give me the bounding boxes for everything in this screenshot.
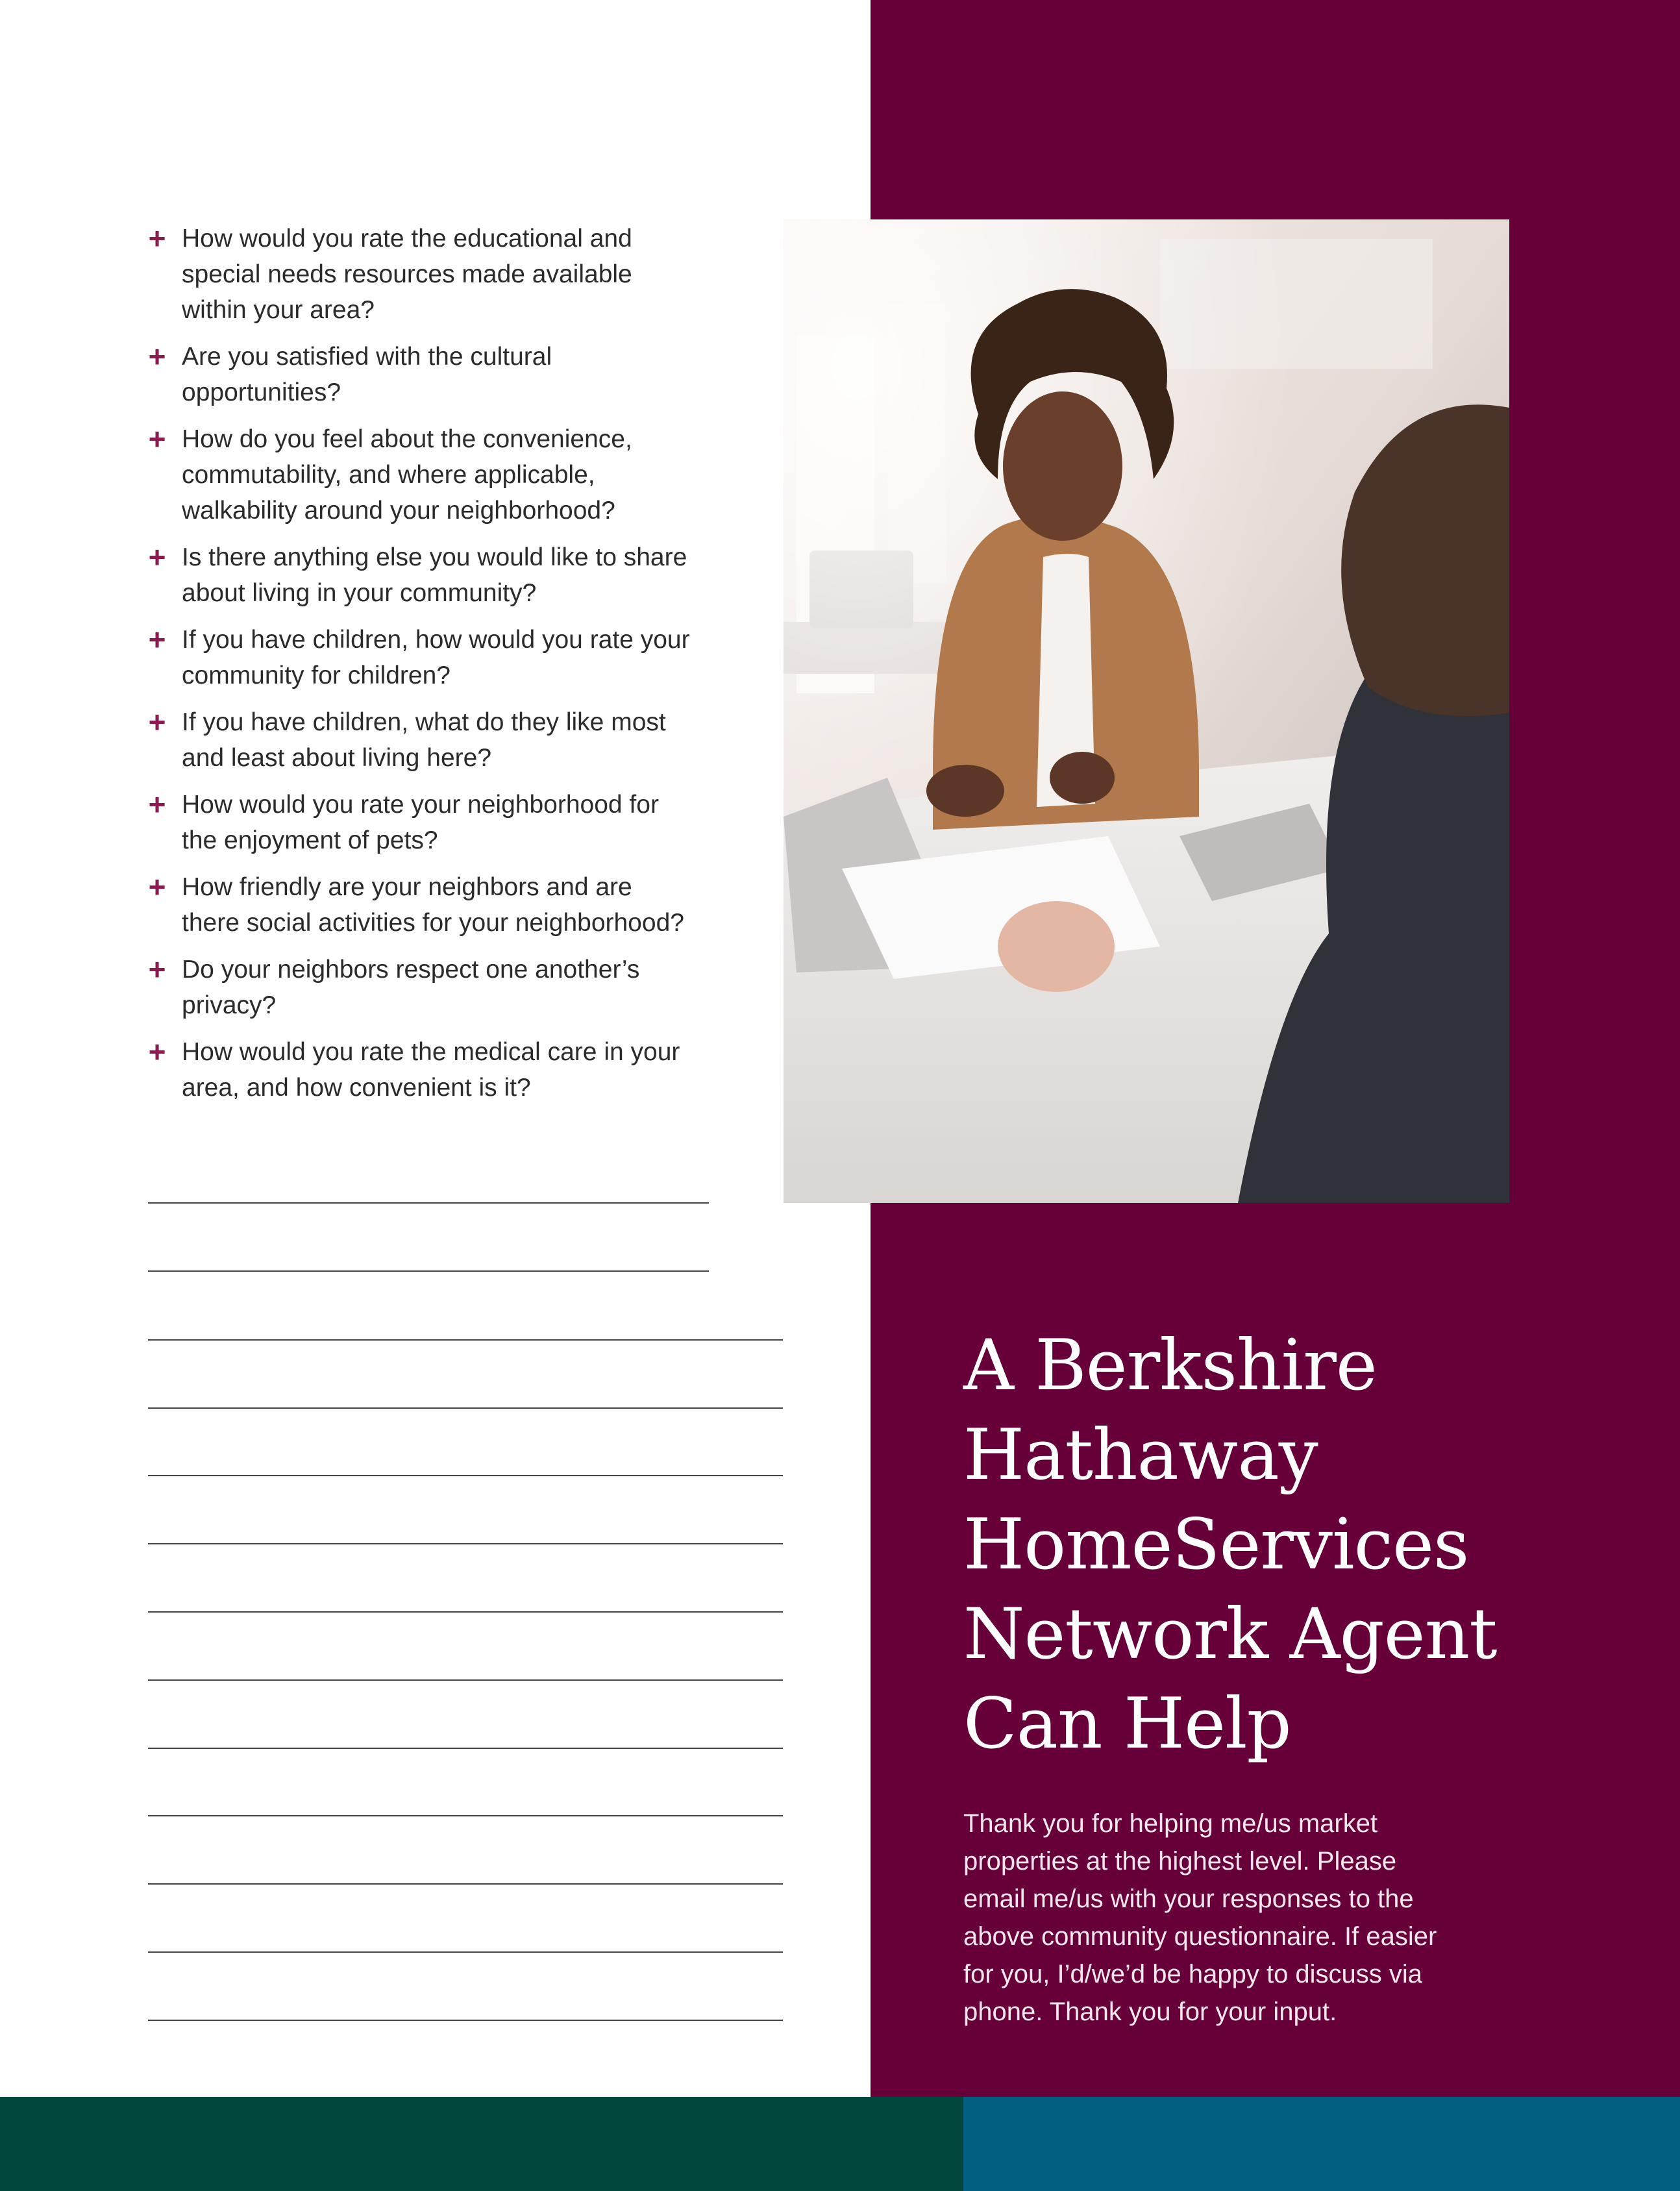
plus-icon: + (148, 870, 166, 904)
response-line[interactable] (148, 1202, 709, 1204)
response-line[interactable] (148, 1815, 783, 1816)
question-item (144, 952, 767, 1023)
plus-icon: + (148, 705, 166, 739)
question-item (144, 787, 767, 858)
response-line[interactable] (148, 1611, 783, 1613)
question-line: privacy? (182, 991, 277, 1019)
response-line[interactable] (148, 1679, 783, 1681)
question-line: area, and how convenient is it? (182, 1074, 531, 1102)
response-line[interactable] (148, 1339, 783, 1341)
response-line[interactable] (148, 2020, 783, 2021)
cta-body-line: email me/us with your responses to the (963, 1885, 1414, 1913)
cta-body-line: above community questionnaire. If easier (963, 1922, 1437, 1951)
question-text (182, 539, 767, 611)
question-text (182, 622, 767, 693)
question-text (182, 221, 767, 328)
question-line: within your area? (182, 296, 375, 324)
plus-icon: + (148, 340, 166, 373)
question-line: community for children? (182, 662, 451, 689)
question-line: How would you rate your neighborhood for (182, 791, 659, 819)
question-item (144, 869, 767, 941)
question-line: Do your neighbors respect one another’s (182, 956, 640, 984)
plus-icon: + (148, 623, 166, 656)
response-line[interactable] (148, 1883, 783, 1885)
response-line[interactable] (148, 1951, 783, 1953)
cta-heading-line: A Berkshire (963, 1325, 1377, 1406)
question-line: How friendly are your neighbors and are (182, 873, 632, 901)
question-item (144, 339, 767, 410)
cta-heading-line: Network Agent (963, 1594, 1497, 1675)
response-line[interactable] (148, 1748, 783, 1749)
question-text (182, 339, 767, 410)
question-item (144, 221, 767, 328)
cta-heading-line: Can Help (963, 1683, 1291, 1764)
question-text (182, 1034, 767, 1106)
question-line: opportunities? (182, 378, 341, 406)
plus-icon: + (148, 787, 166, 821)
question-line: If you have children, what do they like most (182, 708, 666, 736)
question-line: the enjoyment of pets? (182, 826, 438, 854)
photo-illustration (784, 219, 1509, 1203)
question-item (144, 421, 767, 528)
question-line: about living in your community? (182, 579, 537, 607)
cta-body-line: Thank you for helping me/us market (963, 1809, 1378, 1838)
question-line: How would you rate the medical care in your (182, 1038, 680, 1066)
question-line: commutability, and where applicable, (182, 461, 595, 489)
question-line: If you have children, how would you rate your (182, 626, 690, 654)
question-line: How would you rate the educational and (182, 225, 632, 253)
question-line: Is there anything else you would like to share (182, 543, 687, 571)
cta-heading-line: HomeServices (963, 1504, 1469, 1585)
response-line[interactable] (148, 1270, 709, 1272)
question-line: walkability around your neighborhood? (182, 497, 615, 525)
question-text (182, 787, 767, 858)
question-text (182, 421, 767, 528)
plus-icon: + (148, 540, 166, 574)
question-line: How do you feel about the convenience, (182, 425, 632, 453)
question-line: and least about living here? (182, 744, 492, 772)
cta-body-line: for you, I’d/we’d be happy to discuss via (963, 1960, 1423, 1988)
footer-band-green (0, 2097, 963, 2191)
question-text (182, 704, 767, 776)
question-text (182, 952, 767, 1023)
question-line: Are you satisfied with the cultural (182, 343, 552, 371)
question-item (144, 622, 767, 693)
cta-heading (963, 1321, 1625, 1769)
cta-body-line: phone. Thank you for your input. (963, 1998, 1337, 2026)
response-line[interactable] (148, 1407, 783, 1409)
response-line[interactable] (148, 1475, 783, 1476)
questions-list (144, 221, 767, 1117)
plus-icon: + (148, 422, 166, 456)
cta-body-line: properties at the highest level. Please (963, 1847, 1397, 1875)
cta-heading-line: Hathaway (963, 1415, 1318, 1496)
question-item (144, 1034, 767, 1106)
footer-band-blue (963, 2097, 1680, 2191)
agent-meeting-photo (784, 219, 1509, 1203)
question-text (182, 869, 767, 941)
question-item (144, 539, 767, 611)
question-line: special needs resources made available (182, 260, 632, 288)
plus-icon: + (148, 1035, 166, 1069)
response-line[interactable] (148, 1543, 783, 1544)
question-item (144, 704, 767, 776)
plus-icon: + (148, 221, 166, 255)
question-line: there social activities for your neighborhood? (182, 909, 684, 937)
cta-body-text (963, 1805, 1483, 2031)
plus-icon: + (148, 952, 166, 986)
